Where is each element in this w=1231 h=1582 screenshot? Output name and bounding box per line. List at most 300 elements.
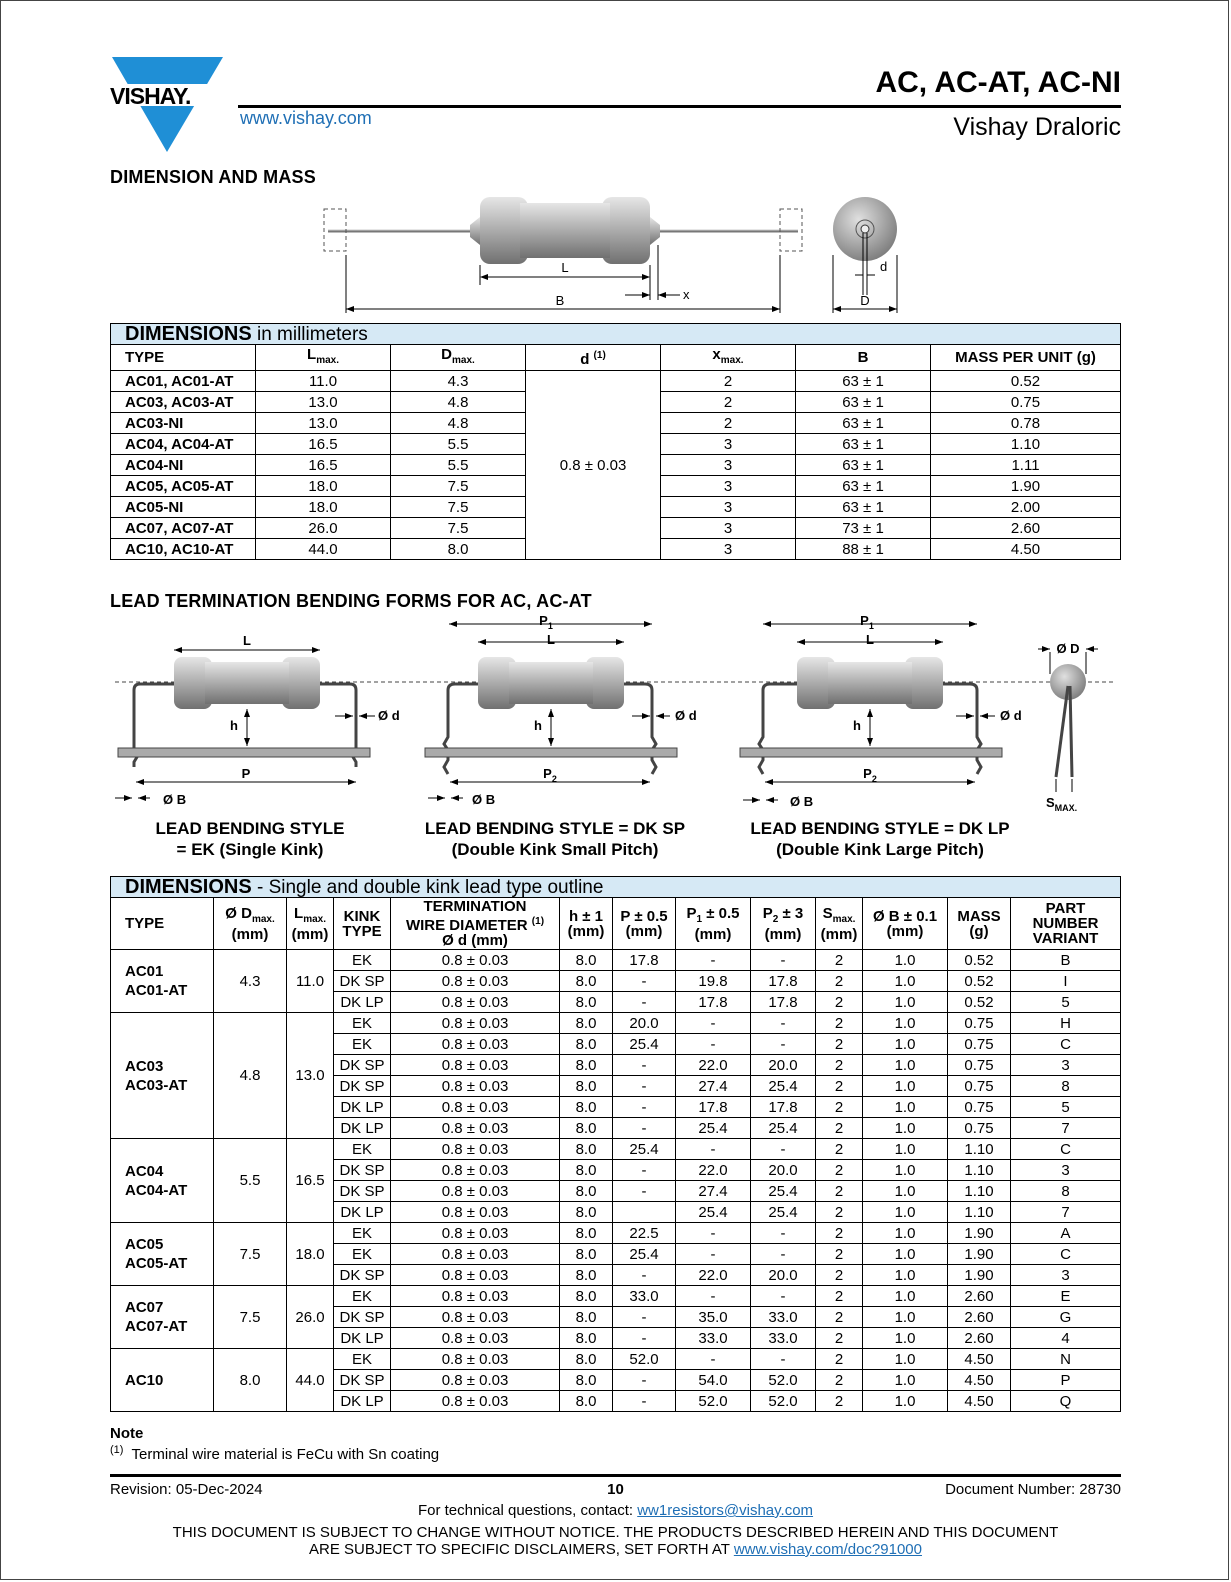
cell-pn: 3 — [1011, 1055, 1121, 1076]
cell-wire-diameter: 0.8 ± 0.03 — [526, 371, 661, 560]
cell-p: - — [613, 1328, 676, 1349]
cell-dmax: 4.3 — [391, 371, 526, 392]
svg-text:h: h — [230, 718, 238, 733]
cell-b: 63 ± 1 — [796, 371, 931, 392]
col-wire-diameter: TERMINATION WIRE DIAMETER $^{(1)}$ Ø d (mm) — [391, 898, 560, 950]
cell-type: AC05-NI — [111, 497, 256, 518]
disclaimer-link[interactable]: www.vishay.com/doc?91000 — [733, 1541, 922, 1558]
cell-h: 8.0 — [560, 1307, 613, 1328]
svg-text:Ø B: Ø B — [163, 792, 187, 807]
document-subtitle: Vishay Draloric — [953, 113, 1121, 141]
cell-mass: 0.75 — [948, 1034, 1011, 1055]
cell-p1: 52.0 — [676, 1391, 751, 1412]
cell-xmax: 3 — [661, 497, 796, 518]
cell-xmax: 2 — [661, 371, 796, 392]
cell-mass: 0.75 — [931, 392, 1121, 413]
cell-type: AC05, AC05-AT — [111, 476, 256, 497]
cell-wire: 0.8 ± 0.03 — [391, 1034, 560, 1055]
cell-mass: 2.60 — [948, 1307, 1011, 1328]
cell-s: 2 — [816, 1181, 863, 1202]
cell-pn: 7 — [1011, 1202, 1121, 1223]
cell-mass: 0.52 — [931, 371, 1121, 392]
cell-pn: 5 — [1011, 1097, 1121, 1118]
cell-xmax: 2 — [661, 413, 796, 434]
cell-kink: EK — [334, 1223, 391, 1244]
cell-s: 2 — [816, 1013, 863, 1034]
cell-p2: 52.0 — [751, 1370, 816, 1391]
dimensions-table — [110, 323, 1121, 560]
cell-mass: 1.90 — [948, 1265, 1011, 1286]
svg-text:P: P — [241, 766, 251, 781]
cell-wire: 0.8 ± 0.03 — [391, 1307, 560, 1328]
cell-kink: EK — [334, 1349, 391, 1370]
footer-contact: For technical questions, contact: ww1resistors@vishay.com — [417, 1502, 814, 1519]
cell-h: 8.0 — [560, 1370, 613, 1391]
cell-p1: 33.0 — [676, 1328, 751, 1349]
cell-s: 2 — [816, 1139, 863, 1160]
cell-kink: DK SP — [334, 1307, 391, 1328]
cell-type: AC03-NI — [111, 413, 256, 434]
cell-b: 1.0 — [863, 1013, 948, 1034]
col-p: P ± 0.5 (mm) — [613, 898, 676, 950]
cell-p1: - — [676, 1286, 751, 1307]
col-xmax: $x_{max.}$ — [661, 345, 796, 371]
cell-p: 25.4 — [613, 1139, 676, 1160]
cell-mass: 0.75 — [948, 1055, 1011, 1076]
logo-text: VISHAY. — [110, 83, 191, 109]
cell-b: 63 ± 1 — [796, 497, 931, 518]
cell-dmax: 7.5 — [214, 1286, 287, 1349]
cell-lmax: 13.0 — [256, 413, 391, 434]
cell-kink: EK — [334, 1139, 391, 1160]
cell-h: 8.0 — [560, 1139, 613, 1160]
svg-text:P1: $P_1$ — [860, 613, 874, 631]
cell-b: 1.0 — [863, 1034, 948, 1055]
cell-type: AC04 AC04-AT — [111, 1139, 214, 1223]
col-mass: MASS PER UNIT (g) — [931, 345, 1121, 371]
col-p1: $P_1 \pm 0.5$ (mm) — [676, 898, 751, 950]
cell-pn: 8 — [1011, 1076, 1121, 1097]
cell-dmax: 7.5 — [391, 518, 526, 539]
cell-p2: 17.8 — [751, 971, 816, 992]
cell-p: - — [613, 1097, 676, 1118]
cell-h: 8.0 — [560, 1244, 613, 1265]
cell-p: - — [613, 1307, 676, 1328]
cell-p2: 25.4 — [751, 1076, 816, 1097]
col-mass: MASS (g) — [948, 898, 1011, 950]
cell-wire: 0.8 ± 0.03 — [391, 1118, 560, 1139]
cell-mass: 2.60 — [931, 518, 1121, 539]
svg-text:Ø d: Ø d — [1000, 708, 1022, 723]
cell-s: 2 — [816, 1370, 863, 1391]
cell-mass: 0.52 — [948, 971, 1011, 992]
cell-s: 2 — [816, 1328, 863, 1349]
cell-s: 2 — [816, 1160, 863, 1181]
cell-s: 2 — [816, 1349, 863, 1370]
cell-dmax: 8.0 — [391, 539, 526, 560]
cell-b: 88 ± 1 — [796, 539, 931, 560]
col-kink-type: KINK TYPE — [334, 898, 391, 950]
cell-mass: 2.60 — [948, 1328, 1011, 1349]
svg-text:h: h — [534, 718, 542, 733]
cell-p1: 22.0 — [676, 1055, 751, 1076]
cell-p2: 33.0 — [751, 1328, 816, 1349]
cell-pn: C — [1011, 1139, 1121, 1160]
cell-type: AC05 AC05-AT — [111, 1223, 214, 1286]
cell-wire: 0.8 ± 0.03 — [391, 1097, 560, 1118]
cell-mass: 1.10 — [948, 1181, 1011, 1202]
svg-text:h: h — [853, 718, 861, 733]
cell-h: 8.0 — [560, 1286, 613, 1307]
cell-mass: 2.60 — [948, 1286, 1011, 1307]
col-p2: $P_2 \pm 3$ (mm) — [751, 898, 816, 950]
kink-dimensions-table — [110, 876, 1121, 1412]
table-row — [111, 1223, 1121, 1244]
cell-h: 8.0 — [560, 1223, 613, 1244]
cell-p1: - — [676, 950, 751, 971]
dimensions-table-heading: DIMENSIONS in millimeters — [111, 324, 1121, 345]
cell-b: 1.0 — [863, 1244, 948, 1265]
cell-xmax: 3 — [661, 455, 796, 476]
footer-page-number: 10 — [607, 1481, 624, 1498]
cell-kink: EK — [334, 1286, 391, 1307]
col-b: B — [796, 345, 931, 371]
cell-p2: - — [751, 1139, 816, 1160]
cell-b: 1.0 — [863, 1139, 948, 1160]
cell-b: 1.0 — [863, 1265, 948, 1286]
col-h: h ± 1 (mm) — [560, 898, 613, 950]
cell-s: 2 — [816, 1034, 863, 1055]
cell-p: 52.0 — [613, 1349, 676, 1370]
cell-kink: DK SP — [334, 971, 391, 992]
cell-s: 2 — [816, 1391, 863, 1412]
cell-p2: - — [751, 1223, 816, 1244]
cell-s: 2 — [816, 1118, 863, 1139]
cell-p2: - — [751, 1013, 816, 1034]
table-row — [111, 1013, 1121, 1034]
cell-wire: 0.8 ± 0.03 — [391, 1013, 560, 1034]
cell-mass: 1.10 — [948, 1160, 1011, 1181]
cell-kink: DK LP — [334, 1202, 391, 1223]
cell-wire: 0.8 ± 0.03 — [391, 1139, 560, 1160]
cell-h: 8.0 — [560, 1034, 613, 1055]
cell-p: 22.5 — [613, 1223, 676, 1244]
cell-xmax: 3 — [661, 434, 796, 455]
cell-p1: 17.8 — [676, 1097, 751, 1118]
cell-wire: 0.8 ± 0.03 — [391, 1349, 560, 1370]
footer-revision: Revision: 05-Dec-2024 — [110, 1481, 263, 1498]
cell-mass: 4.50 — [948, 1349, 1011, 1370]
cell-b: 1.0 — [863, 971, 948, 992]
caption-dk-sp: LEAD BENDING STYLE = DK SP (Double Kink Small Pitch) — [424, 819, 686, 859]
cell-p: - — [613, 1160, 676, 1181]
cell-lmax: 13.0 — [287, 1013, 334, 1139]
cell-wire: 0.8 ± 0.03 — [391, 1391, 560, 1412]
cell-h: 8.0 — [560, 1055, 613, 1076]
table-row — [111, 371, 1121, 392]
cell-xmax: 2 — [661, 392, 796, 413]
cell-mass: 1.10 — [931, 434, 1121, 455]
cell-p1: 25.4 — [676, 1202, 751, 1223]
cell-lmax: 44.0 — [287, 1349, 334, 1412]
cell-pn: I — [1011, 971, 1121, 992]
cell-xmax: 3 — [661, 476, 796, 497]
cell-p: 20.0 — [613, 1013, 676, 1034]
svg-text:Ø d: Ø d — [378, 708, 400, 723]
cell-s: 2 — [816, 1265, 863, 1286]
dim-label-D: D — [860, 293, 870, 308]
cell-b: 1.0 — [863, 950, 948, 971]
cell-type: AC10 — [111, 1349, 214, 1412]
cell-h: 8.0 — [560, 1013, 613, 1034]
svg-text:P2: $P_2$ — [863, 766, 877, 784]
svg-text:Ø d: Ø d — [675, 708, 697, 723]
cell-wire: 0.8 ± 0.03 — [391, 1265, 560, 1286]
cell-b: 1.0 — [863, 1076, 948, 1097]
vishay-logo — [110, 57, 225, 152]
cell-wire: 0.8 ± 0.03 — [391, 1160, 560, 1181]
col-smax: $S_{max.}$ (mm) — [816, 898, 863, 950]
footer-document-number: Document Number: 28730 — [945, 1481, 1121, 1498]
cell-p1: 54.0 — [676, 1370, 751, 1391]
cell-p2: 20.0 — [751, 1055, 816, 1076]
cell-h: 8.0 — [560, 1265, 613, 1286]
cell-b: 1.0 — [863, 1097, 948, 1118]
cell-pn: B — [1011, 950, 1121, 971]
cell-s: 2 — [816, 992, 863, 1013]
svg-text:L: L — [547, 632, 555, 647]
cell-p: 33.0 — [613, 1286, 676, 1307]
cell-s: 2 — [816, 1202, 863, 1223]
cell-mass: 0.75 — [948, 1076, 1011, 1097]
section-title-lead-termination: LEAD TERMINATION BENDING FORMS FOR AC, AC-AT — [110, 591, 592, 611]
cell-b: 1.0 — [863, 1370, 948, 1391]
cell-b: 63 ± 1 — [796, 455, 931, 476]
cell-mass: 2.00 — [931, 497, 1121, 518]
cell-p1: 27.4 — [676, 1181, 751, 1202]
svg-text:L: L — [243, 633, 251, 648]
cell-dmax: 5.5 — [391, 455, 526, 476]
footer-disclaimer: THIS DOCUMENT IS SUBJECT TO CHANGE WITHOUT NOTICE. THE PRODUCTS DESCRIBED HEREIN AND THIS DOCUMENT ARE SUBJECT TO SPECIFIC DISCLAIMERS, SET FORTH AT www.vishay.com/doc?91000 — [172, 1524, 1059, 1558]
cell-b: 63 ± 1 — [796, 434, 931, 455]
cell-pn: N — [1011, 1349, 1121, 1370]
cell-p2: 17.8 — [751, 1097, 816, 1118]
cell-p1: - — [676, 1223, 751, 1244]
contact-email-link[interactable]: ww1resistors@vishay.com — [637, 1502, 814, 1519]
cell-kink: EK — [334, 950, 391, 971]
cell-kink: DK LP — [334, 1097, 391, 1118]
cell-type: AC04-NI — [111, 455, 256, 476]
cell-p1: - — [676, 1139, 751, 1160]
caption-ek: LEAD BENDING STYLE = EK (Single Kink) — [155, 819, 345, 859]
cell-pn: G — [1011, 1307, 1121, 1328]
table-row — [111, 1349, 1121, 1370]
cell-pn: P — [1011, 1370, 1121, 1391]
cell-kink: DK SP — [334, 1055, 391, 1076]
document-title: AC, AC-AT, AC-NI — [875, 66, 1121, 99]
cell-p: - — [613, 1076, 676, 1097]
cell-lmax: 18.0 — [256, 497, 391, 518]
cell-kink: EK — [334, 1244, 391, 1265]
cell-p1: 22.0 — [676, 1265, 751, 1286]
cell-b: 63 ± 1 — [796, 413, 931, 434]
cell-s: 2 — [816, 1076, 863, 1097]
cell-s: 2 — [816, 1097, 863, 1118]
cell-mass: 1.90 — [948, 1244, 1011, 1265]
cell-p1: - — [676, 1244, 751, 1265]
cell-b: 1.0 — [863, 1118, 948, 1139]
cell-b: 73 ± 1 — [796, 518, 931, 539]
cell-dmax: 4.8 — [391, 392, 526, 413]
cell-pn: Q — [1011, 1391, 1121, 1412]
cell-b: 1.0 — [863, 1286, 948, 1307]
cell-s: 2 — [816, 1244, 863, 1265]
cell-kink: DK SP — [334, 1181, 391, 1202]
cell-b: 1.0 — [863, 1391, 948, 1412]
cell-mass: 1.90 — [931, 476, 1121, 497]
cell-wire: 0.8 ± 0.03 — [391, 1370, 560, 1391]
cell-lmax: 16.5 — [287, 1139, 334, 1223]
cell-mass: 0.78 — [931, 413, 1121, 434]
svg-text:L: L — [866, 632, 874, 647]
cell-mass: 1.10 — [948, 1139, 1011, 1160]
cell-lmax: 16.5 — [256, 434, 391, 455]
cell-h: 8.0 — [560, 1391, 613, 1412]
cell-mass: 0.75 — [948, 1097, 1011, 1118]
cell-mass: 0.52 — [948, 950, 1011, 971]
cell-p2: 25.4 — [751, 1202, 816, 1223]
caption-dk-lp: LEAD BENDING STYLE = DK LP (Double Kink Large Pitch) — [750, 819, 1010, 859]
cell-lmax: 26.0 — [287, 1286, 334, 1349]
cell-kink: DK SP — [334, 1265, 391, 1286]
cell-mass: 1.90 — [948, 1223, 1011, 1244]
cell-mass: 4.50 — [948, 1391, 1011, 1412]
cell-p1: 19.8 — [676, 971, 751, 992]
cell-h: 8.0 — [560, 1349, 613, 1370]
col-wire: d $^{(1)}$ — [526, 345, 661, 371]
cell-p1: 27.4 — [676, 1076, 751, 1097]
col-type: TYPE — [111, 898, 214, 950]
cell-pn: C — [1011, 1034, 1121, 1055]
cell-p2: 25.4 — [751, 1118, 816, 1139]
cell-mass: 4.50 — [931, 539, 1121, 560]
cell-pn: 4 — [1011, 1328, 1121, 1349]
cell-wire: 0.8 ± 0.03 — [391, 1328, 560, 1349]
cell-p1: 22.0 — [676, 1160, 751, 1181]
cell-s: 2 — [816, 1307, 863, 1328]
cell-type: AC04, AC04-AT — [111, 434, 256, 455]
cell-kink: DK LP — [334, 1391, 391, 1412]
dim-label-L: L — [561, 260, 569, 275]
cell-dmax: 7.5 — [391, 497, 526, 518]
cell-type: AC03 AC03-AT — [111, 1013, 214, 1139]
cell-b: 1.0 — [863, 1223, 948, 1244]
cell-p2: - — [751, 1349, 816, 1370]
cell-dmax: 5.5 — [214, 1139, 287, 1223]
cell-h: 8.0 — [560, 1202, 613, 1223]
cell-type: AC07 AC07-AT — [111, 1286, 214, 1349]
cell-pn: A — [1011, 1223, 1121, 1244]
cell-h: 8.0 — [560, 1076, 613, 1097]
cell-b: 1.0 — [863, 1307, 948, 1328]
cell-lmax: 11.0 — [256, 371, 391, 392]
cell-type: AC01, AC01-AT — [111, 371, 256, 392]
website-link[interactable]: www.vishay.com — [240, 108, 372, 128]
cell-p2: 20.0 — [751, 1160, 816, 1181]
cell-p1: 25.4 — [676, 1118, 751, 1139]
cell-h: 8.0 — [560, 1181, 613, 1202]
footer-rule — [110, 1474, 1121, 1477]
cell-p: - — [613, 1370, 676, 1391]
cell-type: AC01 AC01-AT — [111, 950, 214, 1013]
cell-pn: 7 — [1011, 1118, 1121, 1139]
cell-pn: C — [1011, 1244, 1121, 1265]
cell-p — [613, 1202, 676, 1223]
cell-p: 17.8 — [613, 950, 676, 971]
cell-pn: H — [1011, 1013, 1121, 1034]
cell-p2: 52.0 — [751, 1391, 816, 1412]
cell-dmax: 4.8 — [214, 1013, 287, 1139]
cell-type: AC10, AC10-AT — [111, 539, 256, 560]
cell-p: 25.4 — [613, 1034, 676, 1055]
cell-lmax: 13.0 — [256, 392, 391, 413]
section-title-dimension-mass: DIMENSION AND MASS — [110, 167, 316, 187]
cell-kink: DK LP — [334, 1328, 391, 1349]
cell-b: 1.0 — [863, 1349, 948, 1370]
cell-wire: 0.8 ± 0.03 — [391, 1223, 560, 1244]
cell-mass: 1.11 — [931, 455, 1121, 476]
cell-b: 63 ± 1 — [796, 476, 931, 497]
cell-p: 25.4 — [613, 1244, 676, 1265]
cell-b: 1.0 — [863, 992, 948, 1013]
cell-p: - — [613, 1265, 676, 1286]
lead-bending-drawing — [110, 612, 1121, 824]
cell-kink: DK SP — [334, 1160, 391, 1181]
cell-p1: 17.8 — [676, 992, 751, 1013]
cell-p1: - — [676, 1013, 751, 1034]
cell-lmax: 11.0 — [287, 950, 334, 1013]
cell-p2: - — [751, 1286, 816, 1307]
cell-b: 1.0 — [863, 1160, 948, 1181]
cell-s: 2 — [816, 950, 863, 971]
cell-p2: - — [751, 1034, 816, 1055]
col-ob: Ø B ± 0.1 (mm) — [863, 898, 948, 950]
cell-wire: 0.8 ± 0.03 — [391, 950, 560, 971]
cell-kink: EK — [334, 1013, 391, 1034]
cell-mass: 0.75 — [948, 1118, 1011, 1139]
cell-kink: DK SP — [334, 1076, 391, 1097]
cell-pn: 3 — [1011, 1160, 1121, 1181]
cell-p2: 17.8 — [751, 992, 816, 1013]
svg-text:P1: $P_1$ — [539, 613, 553, 631]
cell-p2: - — [751, 950, 816, 971]
col-part-number: PART NUMBER VARIANT — [1011, 898, 1121, 950]
cell-p: - — [613, 971, 676, 992]
cell-wire: 0.8 ± 0.03 — [391, 1055, 560, 1076]
cell-h: 8.0 — [560, 1160, 613, 1181]
col-type: TYPE — [111, 345, 256, 371]
cell-p2: 33.0 — [751, 1307, 816, 1328]
cell-wire: 0.8 ± 0.03 — [391, 1076, 560, 1097]
dim-label-B: B — [555, 293, 565, 308]
svg-text:P2: $P_2$ — [543, 766, 557, 784]
cell-s: 2 — [816, 1223, 863, 1244]
cell-dmax: 7.5 — [391, 476, 526, 497]
cell-wire: 0.8 ± 0.03 — [391, 1181, 560, 1202]
cell-wire: 0.8 ± 0.03 — [391, 971, 560, 992]
svg-text:Ø D: Ø D — [1056, 641, 1080, 656]
cell-h: 8.0 — [560, 1328, 613, 1349]
